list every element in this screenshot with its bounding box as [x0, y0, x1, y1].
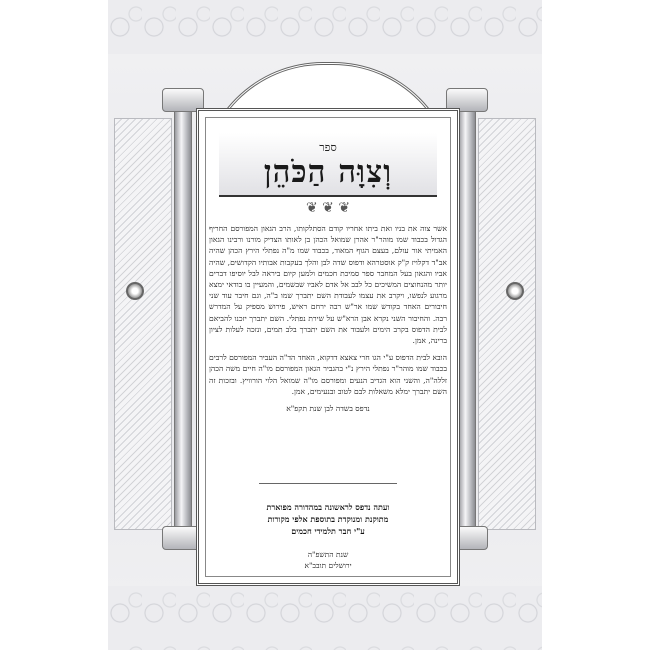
reprint-info — [199, 501, 457, 537]
left-column — [174, 100, 192, 540]
right-column — [458, 100, 476, 540]
publication-place: ירושלים תובב"א — [304, 561, 352, 570]
print-note: נדפס בשדה לבן שנת תקפ"א — [286, 404, 370, 414]
publication-year: שנת התשפ"ה — [307, 550, 349, 559]
left-side-panel — [114, 118, 172, 530]
flourish-ornament-icon: ❦ ❦ ❦ — [305, 200, 351, 216]
title-plate — [219, 133, 437, 197]
book-title: וְצִוָּה הַכֹּהֵן — [263, 154, 393, 190]
reprint-line-1: ועתה נדפס לראשונה במהדורה מפוארת — [266, 502, 390, 512]
reprint-line-2: מתוקנת ומנוקדת בתוספת אלפי מקורות — [267, 514, 389, 524]
description-text — [209, 223, 447, 420]
title-frame — [196, 108, 460, 586]
imprint — [199, 549, 457, 571]
decorative-top-border — [108, 0, 542, 54]
divider — [259, 483, 397, 484]
right-side-panel — [478, 118, 536, 530]
left-rosette-icon — [126, 282, 144, 300]
description-paragraph-2: הובא לבית הדפוס ע"י הגו חרי צאצא דדקוא, האחד הד"ה העביר המפורסם לרבים בכבוד שמו מוהר"ר נפתלי הירץ נ"י בהגביר הגאון המפורסם מו"ה חיים משה הכהן זללה"ה, והשני הוא הגדיב הנעים ומפורסם מו"ה שמואל הלוי הורוויץ. ובזכות זה השם יתברך ימלא משאלות לבם לטוב ובנעימים, אמן. — [208, 353, 447, 396]
book-cover — [108, 0, 542, 650]
description-paragraph-1: אשר צוה את בניו ואת ביתו אחריו קודם הסתלקותו, הרב הגאון המפורסם החריף הגדול בכבוד שמו מוהר"ר אהרן שמואל הכהן בן לאותו הצדיק מורנו ורבינו הגאון האמיתי אור עולם, בעצם הגוף המאוד, בכבוד שמו מ"ה נפתלי הירץ הכהן שהיה אב"ד דקלויז ק"ק אוסטרהא ודפוס שדה לבן והלך בעקבות אבותיו הקדושים, שהיה אביו והגאון בעל המחבר ספר סמיכת חכמים ולמען קיום ביראה לבל יוסיפו דברים יותר מהנחוצים המשיכים כל לבב אל אדם לאביו שבשמים, והמעיין בו בודאי ימצא מרגוע לנפשו, ויקרב את עצמו לעבודת השם יתברך שמו ב"ה, וגם חיבר עוד שני חיבורים האחד בקודש שמו אר"ש רבה ירחם ראיש, פירוש מספיק על המדרש רבה. והחיבור השני נקרא אבן הרא"ש על שירת נפתלי. השם יתברך יזכנו להביאם לבית הדפוס בקרב הימים ולעבוד את השם יתברך בלב תמים, ונזכה לעלות לציון ברינה, אמן. — [209, 224, 447, 346]
decorative-bottom-border — [108, 586, 542, 650]
reprint-line-3: ע"י חבר תלמידי חכמים — [291, 526, 365, 536]
right-rosette-icon — [506, 282, 524, 300]
title-prefix: ספר — [319, 141, 337, 154]
